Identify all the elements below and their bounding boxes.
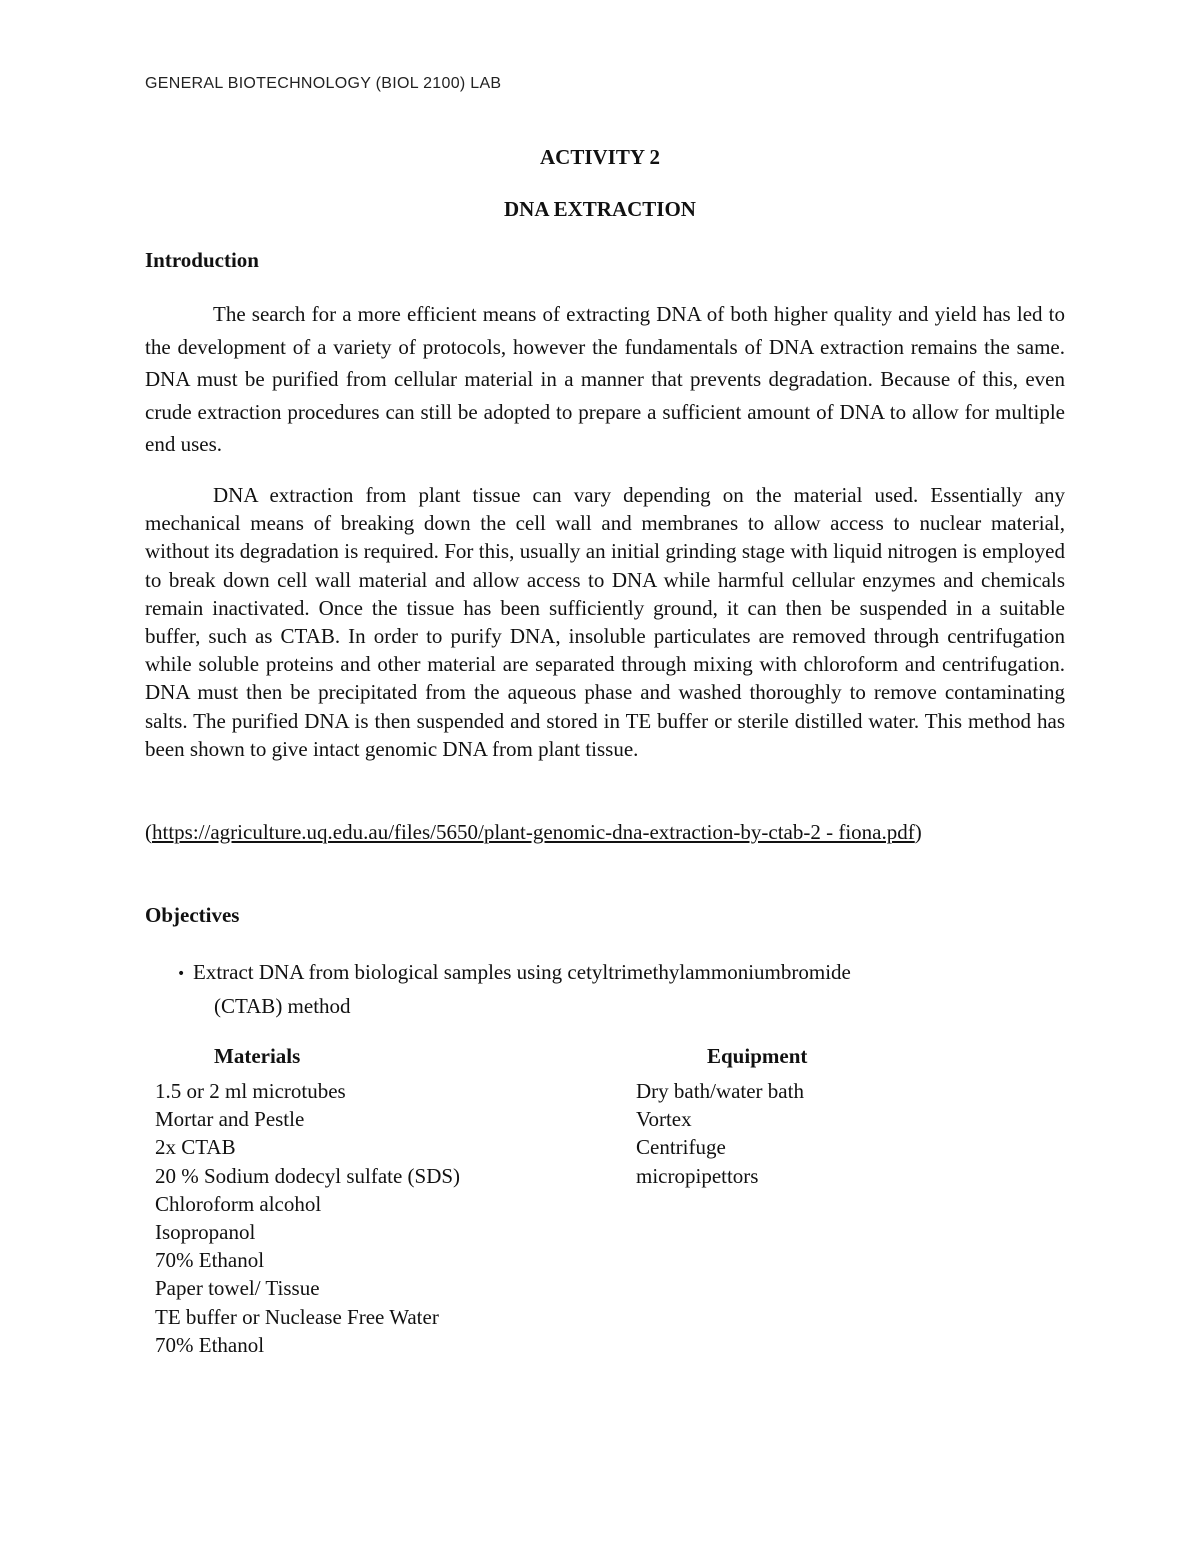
list-item: micropipettors xyxy=(636,1163,759,1188)
activity-number: ACTIVITY 2 xyxy=(540,145,660,169)
list-item: 20 % Sodium dodecyl sulfate (SDS) xyxy=(155,1163,461,1188)
list-item: 70% Ethanol xyxy=(155,1248,265,1273)
objective-text-line-1: Extract DNA from biological samples using cetyltrimethylammoniumbromide xyxy=(193,960,851,984)
citation-close-paren: ) xyxy=(914,820,922,844)
bullet-icon: • xyxy=(177,966,186,983)
activity-title: DNA EXTRACTION xyxy=(504,197,696,221)
objective-text-line-2: (CTAB) method xyxy=(214,994,351,1019)
objectives-heading: Objectives xyxy=(145,903,240,927)
list-item: 70% Ethanol xyxy=(155,1332,265,1357)
list-item: TE buffer or Nuclease Free Water xyxy=(155,1304,439,1329)
introduction-paragraph-2: DNA extraction from plant tissue can vary depending on the material used. Essentially any mechanical means of breaking down the cell wall and membranes to allow access to nuclear material, without its degradation is required. For this, usually an initial grinding stage with liquid nitrogen is employed to break down cell wall material and allow access to DNA while harmful cellular enzymes and chemicals remain inactivated. Once the tissue has been sufficiently ground, it can then be suspended in a suitable buffer, such as CTAB. In order to purify DNA, insoluble particulates are removed through centrifugation while soluble proteins and other material are separated through mixing with chloroform and centrifugation. DNA must then be precipitated from the aqueous phase and washed thoroughly to remove contaminating salts. The purified DNA is then suspended and stored in TE buffer or sterile distilled water. This method has been shown to give intact genomic DNA from plant tissue. xyxy=(145,483,1065,761)
list-item: 2x CTAB xyxy=(155,1135,236,1160)
source-citation xyxy=(145,818,1005,847)
list-item: Isopropanol xyxy=(155,1220,256,1245)
equipment-list xyxy=(636,1077,804,1190)
list-item: Vortex xyxy=(636,1107,692,1132)
list-item: Dry bath/water bath xyxy=(636,1079,804,1103)
source-link[interactable]: https://agriculture.uq.edu.au/files/5650/plant-genomic-dna-extraction-by-ctab-2 - fiona.pdf xyxy=(152,820,915,844)
introduction-paragraph-1: The search for a more efficient means of extracting DNA of both higher quality and yield has led to the development of a variety of protocols, however the fundamentals of DNA extraction remains the same. DNA must be purified from cellular material in a manner that prevents degradation. Because of this, even crude extraction procedures can still be adopted to prepare a sufficient amount of DNA to allow for multiple end uses. xyxy=(145,302,1065,456)
introduction-heading: Introduction xyxy=(145,248,259,272)
materials-list xyxy=(155,1077,460,1359)
list-item: Centrifuge xyxy=(636,1135,726,1160)
citation-open-paren: ( xyxy=(145,820,152,844)
list-item: 1.5 or 2 ml microtubes xyxy=(155,1079,346,1103)
list-item: Paper towel/ Tissue xyxy=(155,1276,320,1301)
list-item: Chloroform alcohol xyxy=(155,1191,322,1216)
materials-heading: Materials xyxy=(214,1044,301,1068)
list-item: Mortar and Pestle xyxy=(155,1107,305,1132)
equipment-heading: Equipment xyxy=(707,1044,808,1068)
objective-item xyxy=(177,956,997,1022)
document-header: GENERAL BIOTECHNOLOGY (BIOL 2100) LAB xyxy=(145,75,502,92)
